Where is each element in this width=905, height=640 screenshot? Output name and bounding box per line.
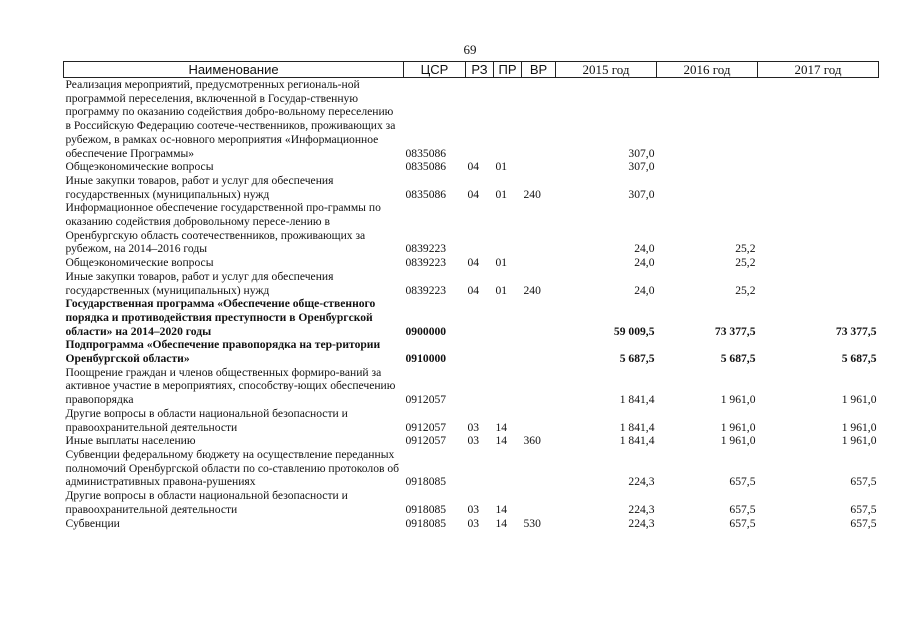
table-row <box>64 297 879 338</box>
table-row <box>64 78 879 161</box>
row-pr-cell: 01 <box>495 187 508 201</box>
table-row <box>64 407 879 434</box>
row-vr-cell: 240 <box>523 187 541 201</box>
row-2015-cell: 59 009,5 <box>613 324 655 338</box>
row-2016-cell: 657,5 <box>729 502 756 516</box>
table-row <box>64 448 879 489</box>
row-pr-cell: 01 <box>495 283 508 297</box>
row-2016-cell: 73 377,5 <box>714 324 756 338</box>
row-2015-cell: 307,0 <box>628 187 655 201</box>
column-header-2017: 2017 год <box>758 62 879 78</box>
table-row <box>64 434 879 448</box>
row-csr-cell: 0912057 <box>405 420 447 434</box>
row-2015-cell: 224,3 <box>628 516 655 530</box>
row-name-cell: Иные закупки товаров, работ и услуг для обеспечения государственных (муниципальных) нужд <box>65 269 334 297</box>
table-header-row <box>64 62 879 78</box>
table-row <box>64 174 879 201</box>
row-2016-cell: 1 961,0 <box>720 434 756 448</box>
row-rz-cell: 03 <box>467 516 480 530</box>
row-csr-cell: 0839223 <box>405 242 447 256</box>
row-rz-cell: 03 <box>467 434 480 448</box>
row-vr-cell <box>522 256 556 270</box>
table-row <box>64 338 879 365</box>
table-row <box>64 160 879 174</box>
row-rz-cell <box>466 78 494 161</box>
row-2017-cell: 1 961,0 <box>841 420 877 434</box>
row-2017-cell <box>758 160 879 174</box>
row-vr-cell <box>522 160 556 174</box>
row-csr-cell: 0910000 <box>405 352 447 366</box>
row-name-cell: Поощрение граждан и членов общественных формиро-ваний за активное участие в мероприятиях, способству-ющих обеспечению правопорядка <box>65 365 396 407</box>
row-2017-cell <box>758 174 879 201</box>
row-2016-cell: 25,2 <box>735 283 756 297</box>
row-2016-cell: 657,5 <box>729 516 756 530</box>
row-2016-cell <box>657 174 758 201</box>
row-2016-cell: 1 961,0 <box>720 393 756 407</box>
row-2017-cell <box>758 78 879 161</box>
row-name-cell: Другие вопросы в области национальной безопасности и правоохранительной деятельности <box>65 406 348 434</box>
row-pr-cell <box>494 366 522 407</box>
row-vr-cell <box>522 366 556 407</box>
row-pr-cell: 14 <box>495 434 508 448</box>
row-rz-cell: 03 <box>467 502 480 516</box>
row-2015-cell: 307,0 <box>628 146 655 160</box>
column-header-2015: 2015 год <box>556 62 657 78</box>
row-name-cell: Другие вопросы в области национальной безопасности и правоохранительной деятельности <box>65 489 348 516</box>
row-csr-cell: 0835086 <box>405 146 447 160</box>
table-row <box>64 517 879 531</box>
row-vr-cell <box>522 448 556 489</box>
row-pr-cell <box>494 201 522 256</box>
row-2017-cell: 73 377,5 <box>835 324 877 338</box>
row-csr-cell: 0835086 <box>405 187 447 201</box>
row-rz-cell <box>466 338 494 365</box>
row-csr-cell: 0900000 <box>405 324 447 338</box>
table-body <box>64 78 879 531</box>
row-rz-cell: 04 <box>467 256 480 270</box>
row-2017-cell <box>758 256 879 270</box>
row-vr-cell <box>522 407 556 434</box>
row-2015-cell: 24,0 <box>634 256 655 270</box>
row-2017-cell <box>758 201 879 256</box>
row-rz-cell: 04 <box>467 160 480 174</box>
row-name-cell: Реализация мероприятий, предусмотренных региональ-ной программой переселения, включенной в Государ-ственную программу по оказанию содействия добро-вольному переселению в Российскую Федерацию соотече-чественников, проживающих за рубежом, в рамках ос-новного мероприятия «Информационное обеспечение Программы» <box>65 78 396 160</box>
table-row <box>64 256 879 270</box>
column-header-2016: 2016 год <box>657 62 758 78</box>
row-vr-cell: 240 <box>523 283 541 297</box>
row-rz-cell <box>466 366 494 407</box>
row-rz-cell: 04 <box>467 283 480 297</box>
row-name-cell: Подпрограмма «Обеспечение правопорядка на тер-ритории Оренбургской области» <box>65 338 381 366</box>
row-2016-cell: 657,5 <box>729 475 756 489</box>
table-row <box>64 270 879 297</box>
row-2016-cell: 1 961,0 <box>720 420 756 434</box>
row-pr-cell: 01 <box>495 160 508 174</box>
budget-table <box>63 61 879 530</box>
row-2015-cell: 307,0 <box>628 160 655 174</box>
row-vr-cell <box>522 201 556 256</box>
row-name-cell: Общеэкономические вопросы <box>65 256 214 270</box>
row-2015-cell: 5 687,5 <box>619 352 655 366</box>
column-header-csr: ЦСР <box>404 62 466 78</box>
row-2017-cell: 1 961,0 <box>841 393 877 407</box>
row-rz-cell: 04 <box>467 187 480 201</box>
row-csr-cell: 0912057 <box>405 434 447 448</box>
row-csr-cell: 0912057 <box>405 393 447 407</box>
row-pr-cell: 01 <box>495 256 508 270</box>
row-2016-cell: 5 687,5 <box>720 352 756 366</box>
row-2017-cell: 657,5 <box>850 475 877 489</box>
row-name-cell: Субвенции <box>65 516 120 530</box>
row-2015-cell: 224,3 <box>628 502 655 516</box>
row-vr-cell: 530 <box>523 516 541 530</box>
page-number: 69 <box>463 42 477 57</box>
row-2016-cell <box>657 160 758 174</box>
row-csr-cell: 0839223 <box>405 256 447 270</box>
column-header-rz: РЗ <box>466 62 494 78</box>
row-2017-cell: 1 961,0 <box>841 434 877 448</box>
row-pr-cell: 14 <box>495 420 508 434</box>
column-header-name: Наименование <box>64 62 404 78</box>
row-name-cell: Субвенции федеральному бюджету на осуществление переданных полномочий Оренбургской области по со-ставлению протоколов об административных правона-рушениях <box>65 447 400 489</box>
row-rz-cell: 03 <box>467 420 480 434</box>
row-csr-cell: 0918085 <box>405 516 447 530</box>
row-vr-cell <box>522 338 556 365</box>
row-2015-cell: 24,0 <box>634 283 655 297</box>
row-rz-cell <box>466 201 494 256</box>
row-rz-cell <box>466 448 494 489</box>
row-csr-cell: 0835086 <box>405 160 447 174</box>
row-name-cell: Иные закупки товаров, работ и услуг для обеспечения государственных (муниципальных) нужд <box>65 173 334 201</box>
table-row <box>64 366 879 407</box>
column-header-pr: ПР <box>494 62 522 78</box>
row-csr-cell: 0839223 <box>405 283 447 297</box>
row-2017-cell: 657,5 <box>850 502 877 516</box>
row-pr-cell <box>494 297 522 338</box>
row-2015-cell: 1 841,4 <box>619 420 655 434</box>
row-2017-cell <box>758 270 879 297</box>
row-2016-cell: 25,2 <box>735 256 756 270</box>
row-2016-cell: 25,2 <box>735 242 756 256</box>
row-vr-cell <box>522 78 556 161</box>
row-2015-cell: 1 841,4 <box>619 393 655 407</box>
row-name-cell: Общеэкономические вопросы <box>65 160 214 174</box>
column-header-vr: ВР <box>522 62 556 78</box>
row-vr-cell: 360 <box>523 434 541 448</box>
row-2015-cell: 224,3 <box>628 475 655 489</box>
row-csr-cell: 0918085 <box>405 502 447 516</box>
row-2017-cell: 657,5 <box>850 516 877 530</box>
row-csr-cell: 0918085 <box>405 475 447 489</box>
row-name-cell: Информационное обеспечение государственной про-граммы по оказанию содействия добровольному пересе-лению в Оренбургскую область соотечественников, проживающих за рубежом, на 2014–2016 годы <box>65 201 381 256</box>
row-2015-cell: 1 841,4 <box>619 434 655 448</box>
row-pr-cell <box>494 448 522 489</box>
row-pr-cell: 14 <box>495 516 508 530</box>
row-2017-cell: 5 687,5 <box>841 352 877 366</box>
row-vr-cell <box>522 297 556 338</box>
row-vr-cell <box>522 489 556 516</box>
table-row <box>64 489 879 516</box>
row-pr-cell <box>494 338 522 365</box>
row-name-cell: Иные выплаты населению <box>65 434 196 448</box>
row-name-cell: Государственная программа «Обеспечение обще-ственного порядка и противодействия преступности в Оренбургской области» на 2014–2020 годы <box>65 297 376 338</box>
row-rz-cell <box>466 297 494 338</box>
row-2016-cell <box>657 78 758 161</box>
table-row <box>64 201 879 256</box>
row-pr-cell: 14 <box>495 502 508 516</box>
row-2015-cell: 24,0 <box>634 242 655 256</box>
row-pr-cell <box>494 78 522 161</box>
